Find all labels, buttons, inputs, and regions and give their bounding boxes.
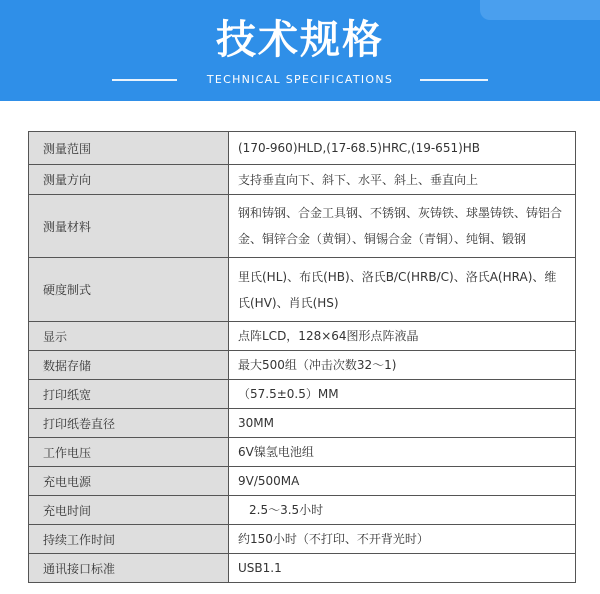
subtitle-divider-right (420, 79, 488, 81)
spec-label: 硬度制式 (29, 258, 229, 322)
spec-value: (170-960)HLD,(17-68.5)HRC,(19-651)HB (229, 132, 576, 165)
spec-value: 2.5～3.5小时 (229, 496, 576, 525)
spec-label: 测量范围 (29, 132, 229, 165)
spec-value: 最大500组（冲击次数32～1) (229, 351, 576, 380)
spec-label: 测量方向 (29, 165, 229, 195)
spec-value: 约150小时（不打印、不开背光时） (229, 525, 576, 554)
page-subtitle: TECHNICAL SPECIFICATIONS (206, 73, 394, 86)
spec-label: 打印纸宽 (29, 380, 229, 409)
spec-value: USB1.1 (229, 554, 576, 583)
spec-value: 6V镍氢电池组 (229, 438, 576, 467)
spec-label: 数据存储 (29, 351, 229, 380)
spec-row (29, 554, 576, 583)
spec-label: 显示 (29, 322, 229, 351)
spec-value: 钢和铸钢、合金工具钢、不锈钢、灰铸铁、球墨铸铁、铸铝合金、铜锌合金（黄铜）、铜锡合金（青铜）、纯铜、锻钢 (229, 195, 576, 258)
spec-table (28, 131, 576, 583)
spec-row (29, 351, 576, 380)
spec-row (29, 409, 576, 438)
spec-row (29, 525, 576, 554)
spec-value: 点阵LCD，128×64图形点阵液晶 (229, 322, 576, 351)
spec-label: 工作电压 (29, 438, 229, 467)
spec-value: 里氏(HL)、布氏(HB)、洛氏B/C(HRB/C)、洛氏A(HRA)、维氏(HV)、肖氏(HS) (229, 258, 576, 322)
spec-value: （57.5±0.5）MM (229, 380, 576, 409)
spec-row (29, 438, 576, 467)
spec-label: 持续工作时间 (29, 525, 229, 554)
spec-row (29, 165, 576, 195)
subtitle-row (0, 70, 600, 90)
spec-label: 测量材料 (29, 195, 229, 258)
header-banner (0, 0, 600, 101)
spec-row (29, 496, 576, 525)
spec-label: 充电电源 (29, 467, 229, 496)
spec-row (29, 322, 576, 351)
spec-row (29, 195, 576, 258)
spec-value: 30MM (229, 409, 576, 438)
spec-label: 打印纸卷直径 (29, 409, 229, 438)
spec-row (29, 467, 576, 496)
spec-row (29, 258, 576, 322)
page-title: 技术规格 (216, 17, 384, 63)
spec-label: 充电时间 (29, 496, 229, 525)
spec-value: 支持垂直向下、斜下、水平、斜上、垂直向上 (229, 165, 576, 195)
spec-row (29, 380, 576, 409)
spec-value: 9V/500MA (229, 467, 576, 496)
spec-label: 通讯接口标准 (29, 554, 229, 583)
spec-row (29, 132, 576, 165)
